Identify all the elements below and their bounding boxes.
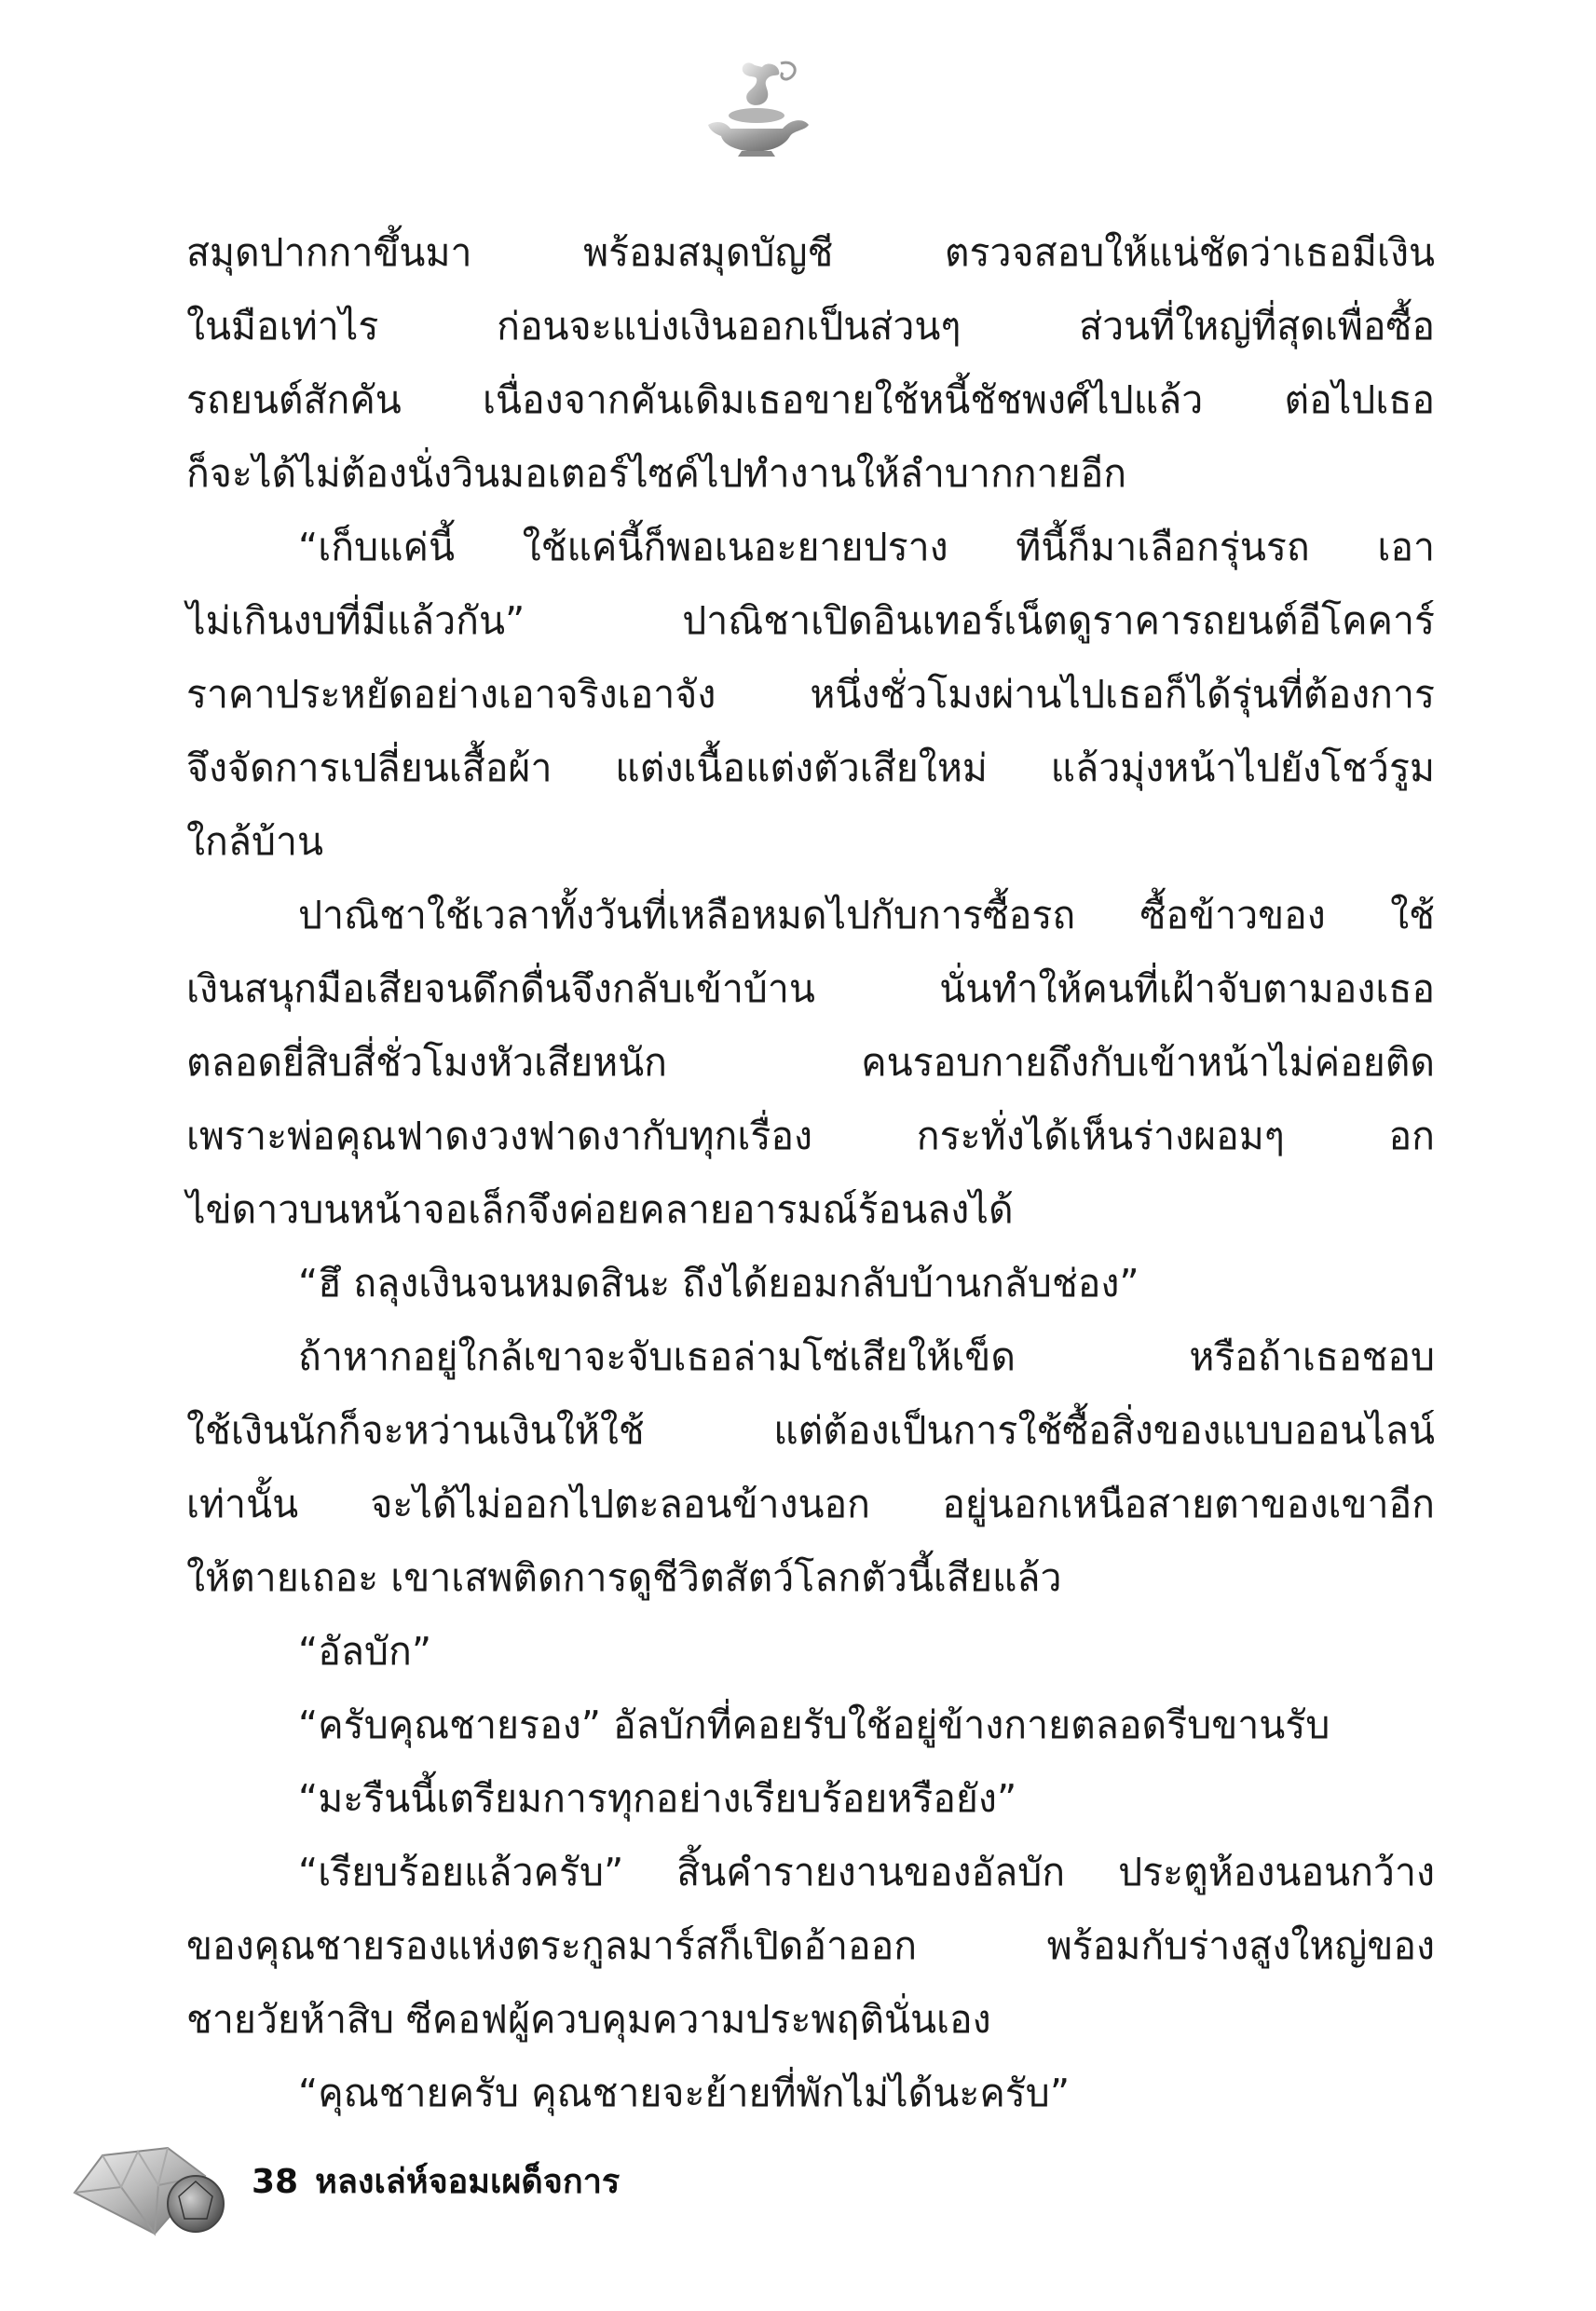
paragraph-line: “ฮึ ถลุงเงินจนหมดสินะ ถึงได้ยอมกลับบ้านกลับช่อง”	[298, 1261, 1139, 1306]
paragraph-line: ถ้าหากอยู่ใกล้เขาจะจับเธอล่ามโซ่เสียให้เข็ด หรือถ้าเธอชอบ	[298, 1334, 1435, 1379]
paragraph-line: รถยนต์สักคัน เนื่องจากคันเดิมเธอขายใช้หนี้ชัชพงศ์ไปแล้ว ต่อไปเธอ	[186, 377, 1435, 422]
paragraph-line: “ครับคุณชายรอง” อัลบักที่คอยรับใช้อยู่ข้างกายตลอดรีบขานรับ	[298, 1702, 1330, 1747]
paragraph-line: สมุดปากกาขึ้นมา พร้อมสมุดบัญชี ตรวจสอบให้แน่ชัดว่าเธอมีเงิน	[186, 230, 1435, 275]
paragraph-line: “คุณชายครับ คุณชายจะย้ายที่พักไม่ได้นะครับ”	[298, 2071, 1071, 2115]
book-title: หลงเล่ห์จอมเผด็จการ	[315, 2163, 621, 2201]
running-footer	[252, 2154, 636, 2208]
magic-lamp-genie-icon	[689, 58, 825, 160]
paragraph-line: “อัลบัก”	[298, 1629, 432, 1674]
paragraph-line: ไม่เกินงบที่มีแล้วกัน” ปาณิชาเปิดอินเทอร์เน็ตดูราคารถยนต์อีโคคาร์	[186, 598, 1435, 643]
paragraph-line: ใกล้บ้าน	[186, 819, 324, 864]
paragraph-line: เท่านั้น จะได้ไม่ออกไปตะลอนข้างนอก อยู่นอกเหนือสายตาของเขาอีก	[186, 1482, 1435, 1526]
body-text	[186, 216, 1435, 2130]
paragraph-line: ตลอดยี่สิบสี่ชั่วโมงหัวเสียหนัก คนรอบกายถึงกับเข้าหน้าไม่ค่อยติด	[186, 1040, 1435, 1085]
paragraph-line: “มะรืนนี้เตรียมการทุกอย่างเรียบร้อยหรือยัง”	[298, 1776, 1017, 1821]
paragraph-line: ของคุณชายรองแห่งตระกูลมาร์สก็เปิดอ้าออก พร้อมกับร่างสูงใหญ่ของ	[186, 1923, 1435, 1968]
paragraph-line: เพราะพ่อคุณฟาดงวงฟาดงากับทุกเรื่อง กระทั่งได้เห็นร่างผอมๆ อก	[186, 1114, 1435, 1158]
paragraph-line: ในมือเท่าไร ก่อนจะแบ่งเงินออกเป็นส่วนๆ ส่วนที่ใหญ่ที่สุดเพื่อซื้อ	[186, 304, 1435, 349]
paragraph-line: ใช้เงินนักก็จะหว่านเงินให้ใช้ แต่ต้องเป็นการใช้ซื้อสิ่งของแบบออนไลน์	[186, 1408, 1435, 1453]
paragraph-line: ราคาประหยัดอย่างเอาจริงเอาจัง หนึ่งชั่วโมงผ่านไปเธอก็ได้รุ่นที่ต้องการ	[186, 672, 1435, 717]
paragraph-line: เงินสนุกมือเสียจนดึกดื่นจึงกลับเข้าบ้าน นั่นทำให้คนที่เฝ้าจับตามองเธอ	[186, 966, 1435, 1011]
paragraph-line: “เก็บแค่นี้ ใช้แค่นี้ก็พอเนอะยายปราง ทีนี้ก็มาเลือกรุ่นรถ เอา	[298, 525, 1435, 569]
paragraph-line: ให้ตายเถอะ เขาเสพติดการดูชีวิตสัตว์โลกตัวนี้เสียแล้ว	[186, 1555, 1062, 1600]
paragraph-line: ชายวัยห้าสิบ ซีคอฟผู้ควบคุมความประพฤตินั่นเอง	[186, 1997, 991, 2042]
page-number: 38	[252, 2163, 299, 2201]
paragraph-line: “เรียบร้อยแล้วครับ” สิ้นคำรายงานของอัลบัก ประตูห้องนอนกว้าง	[298, 1850, 1435, 1894]
paragraph-line: ปาณิชาใช้เวลาทั้งวันที่เหลือหมดไปกับการซื้อรถ ซื้อข้าวของ ใช้	[298, 893, 1435, 937]
paragraph-line: จึงจัดการเปลี่ยนเสื้อผ้า แต่งเนื้อแต่งตัวเสียใหม่ แล้วมุ่งหน้าไปยังโชว์รูม	[186, 745, 1435, 790]
diamond-gems-icon	[65, 2111, 252, 2241]
paragraph-line: ก็จะได้ไม่ต้องนั่งวินมอเตอร์ไซค์ไปทำงานให้ลำบากกายอีก	[186, 451, 1127, 496]
paragraph-line: ไข่ดาวบนหน้าจอเล็กจึงค่อยคลายอารมณ์ร้อนลงได้	[186, 1187, 1014, 1232]
